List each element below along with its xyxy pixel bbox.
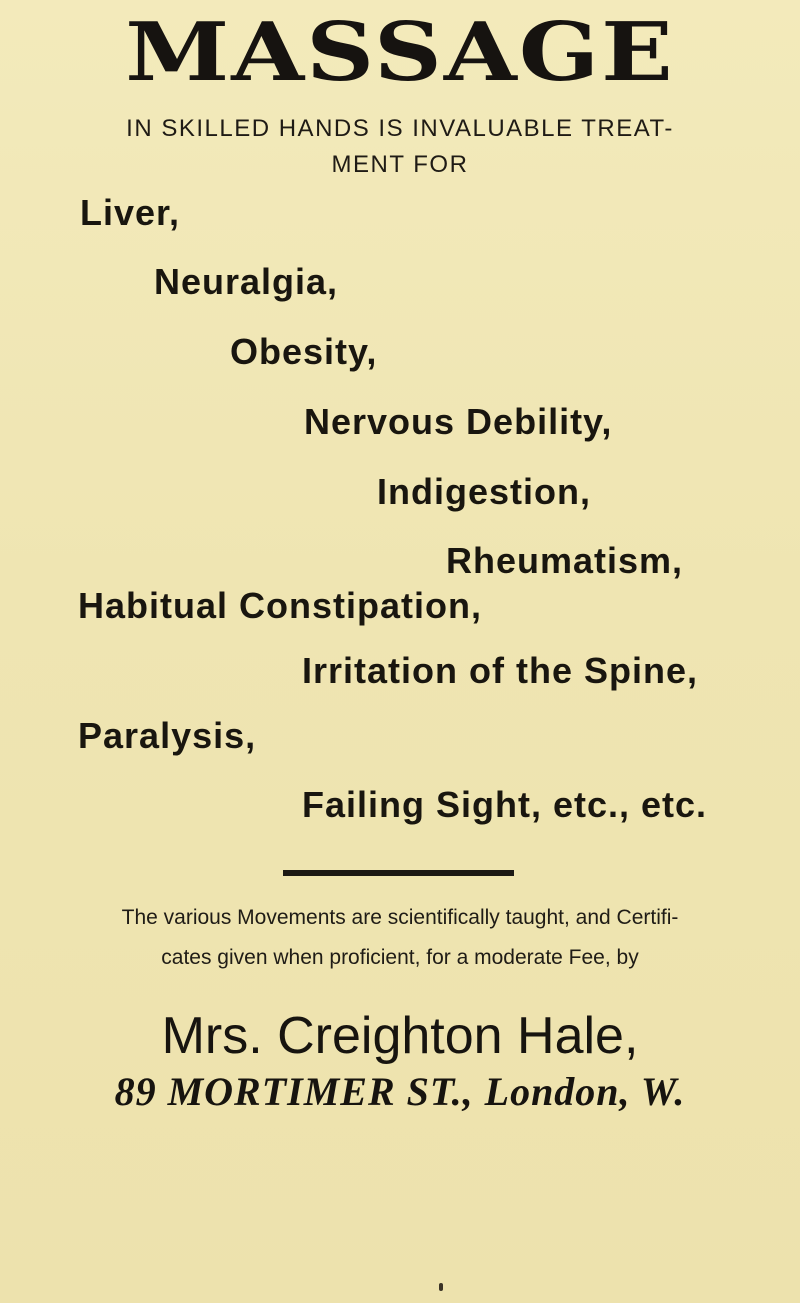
ailment-habitual-constipation: Habitual Constipation, — [78, 585, 482, 626]
ailment-rheumatism: Rheumatism, — [446, 540, 684, 581]
practitioner-name: Mrs. Creighton Hale, — [161, 1007, 639, 1065]
practitioner-address: 89 MORTIMER ST., London, W. — [114, 1069, 686, 1114]
ailment-liver: Liver, — [80, 192, 181, 233]
description-line-1: The various Movements are scientifically taught, and Certifi- — [121, 906, 679, 929]
ailment-obesity: Obesity, — [230, 331, 378, 372]
ailment-failing-sight: Failing Sight, etc., etc. — [302, 784, 708, 825]
ailment-nervous-debility: Nervous Debility, — [304, 401, 613, 442]
ailment-paralysis: Paralysis, — [78, 715, 257, 756]
intro-line-1: IN SKILLED HANDS IS INVALUABLE TREAT- — [126, 115, 674, 142]
page-title: MASSAGE — [125, 5, 675, 100]
description-line-2: cates given when proficient, for a moderate Fee, by — [161, 946, 639, 969]
print-speck — [439, 1283, 443, 1291]
ailment-indigestion: Indigestion, — [377, 471, 591, 512]
section-divider — [283, 870, 514, 876]
ailment-neuralgia: Neuralgia, — [154, 261, 339, 302]
intro-line-2: MENT FOR — [331, 151, 469, 178]
ailment-irritation-of-spine: Irritation of the Spine, — [302, 650, 699, 691]
